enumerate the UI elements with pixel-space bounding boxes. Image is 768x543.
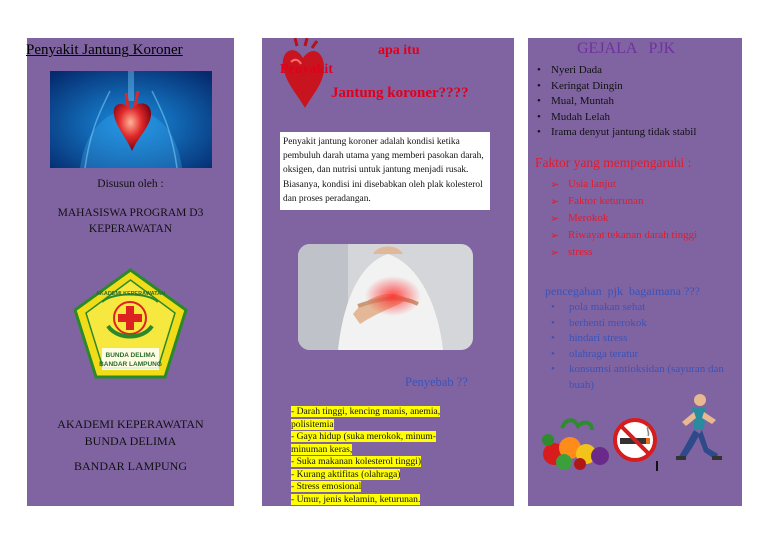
prepared-by-label: Disusun oleh : <box>97 178 164 190</box>
factor-item: ➢ Faktor keturunan <box>548 193 697 210</box>
prevention-item: • konsumsi antioksidan (sayuran dan buah) <box>543 362 738 393</box>
causes-list <box>291 406 471 506</box>
question-part-2: Penyakit <box>280 62 333 77</box>
institution-line-1: AKADEMI KEPERAWATAN <box>57 417 204 431</box>
symptom-item: • Irama denyut jantung tidak stabil <box>535 125 696 141</box>
brochure-title <box>26 42 183 59</box>
chest-pain-photo <box>298 244 473 350</box>
no-smoking-icon <box>612 414 658 464</box>
factor-item: ➢ Merokok <box>548 210 697 227</box>
symptom-item: • Mudah Lelah <box>535 110 696 126</box>
title-word-1: Penyakit <box>26 42 79 58</box>
cause-item: - Darah tinggi, kencing manis, anemia, polisitemia <box>291 406 441 430</box>
academy-logo-icon <box>72 268 189 380</box>
prevention-item: • olahraga teratur <box>543 347 738 363</box>
text-cursor <box>656 461 658 471</box>
cause-item: - Umur, jenis kelamin, keturunan. <box>291 493 421 505</box>
prevention-item: • hindari stress <box>543 331 738 347</box>
factor-item: ➢ Usia lanjut <box>548 176 697 193</box>
symptom-item: • Keringat Dingin <box>535 79 696 95</box>
author-block <box>27 205 234 237</box>
institution-line-3: BANDAR LAMPUNG <box>73 459 187 473</box>
question-part-1: apa itu <box>378 43 420 58</box>
factors-title: Faktor yang mempengaruhi : <box>535 155 692 170</box>
symptoms-title: GEJALA PJK <box>577 40 676 57</box>
author-line-2: KEPERAWATAN <box>88 223 173 235</box>
causes-title: Penyebab ?? <box>405 375 468 389</box>
symptom-item: • Nyeri Dada <box>535 63 696 79</box>
institution-line-2: BUNDA DELIMA <box>84 434 177 448</box>
cause-item: - Kurang aktifitas (olahraga) <box>291 468 401 480</box>
logo-bottom-text-2: BANDAR LAMPUNG <box>99 361 162 368</box>
prevention-title: pencegahan pjk bagaimana ??? <box>545 284 700 298</box>
symptoms-list <box>535 63 696 141</box>
institution-block <box>27 416 234 450</box>
logo-bottom-text-1: BUNDA DELIMA <box>105 352 156 359</box>
runner-icon <box>674 392 722 464</box>
factor-item: ➢ stress <box>548 244 697 261</box>
logo-top-text: AKADEMI KEPERAWATAN <box>95 291 166 297</box>
author-line-1: MAHASISWA PROGRAM D3 <box>57 207 204 219</box>
heart-anatomy-icon <box>50 71 212 168</box>
cause-item: - Stress emosional <box>291 481 362 492</box>
definition-text: Penyakit jantung koroner adalah kondisi ketika pembuluh darah utama yang memberi pasokan darah, oksigen, dan nutrisi untuk jantung menjadi rusak. Biasanya, kondisi ini disebabkan oleh plak kolesterol dan proses peradangan. <box>280 132 490 210</box>
prevention-list <box>543 300 738 393</box>
cause-item: - Suka makanan kolesterol tinggi) <box>291 456 422 467</box>
title-word-3: Koroner <box>132 42 183 58</box>
question-part-3: Jantung koroner???? <box>331 85 469 101</box>
title-word-2: Jantung <box>82 42 129 58</box>
factor-item: ➢ Riwayat tekanan darah tinggi <box>548 227 697 244</box>
prevention-item: • pola makan sehat <box>543 300 738 316</box>
prevention-item: • berhenti merokok <box>543 316 738 332</box>
symptom-item: • Mual, Muntah <box>535 94 696 110</box>
cause-item: - Gaya hidup (suka merokok, minum-minuman keras, <box>291 431 436 455</box>
fruits-icon <box>540 418 612 470</box>
factors-list <box>548 176 697 261</box>
